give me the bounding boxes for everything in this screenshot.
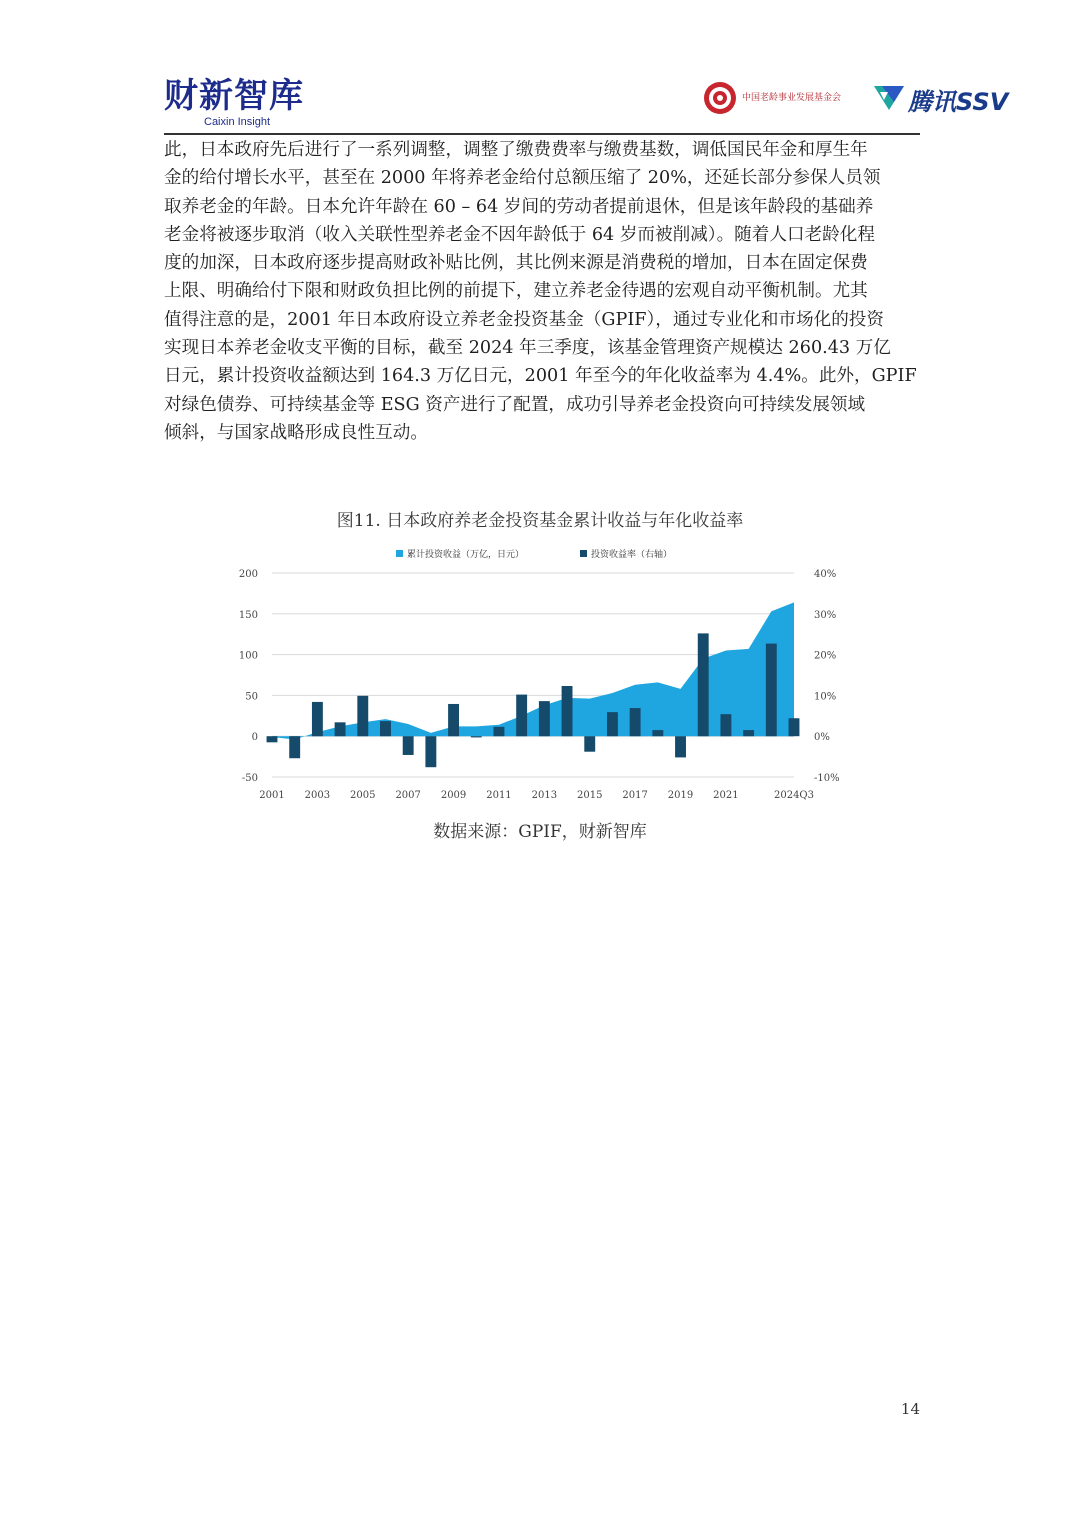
x-axis-tick-label: 2017	[622, 790, 648, 801]
annual-return-bar	[267, 736, 278, 742]
annual-return-bar	[335, 722, 346, 736]
tencent-ssv-name: 腾讯SSV	[908, 88, 1009, 116]
caixin-logo-subtitle: Caixin Insight	[204, 116, 271, 128]
legend-swatch-return-rate	[580, 550, 587, 557]
right-axis-tick-label: 40%	[814, 569, 837, 580]
x-axis-tick-label: 2009	[440, 790, 467, 801]
left-axis-tick-label: 150	[238, 609, 258, 621]
right-axis-tick-label: 10%	[814, 691, 837, 703]
left-axis-tick-label: 200	[238, 569, 258, 580]
x-axis-tick-label: 2024Q3	[773, 790, 815, 801]
x-axis-tick-label: 2005	[350, 790, 376, 801]
annual-return-bar	[652, 730, 663, 736]
body-line: 老金将被逐步取消（收入关联性型养老金不因年龄低于 64 岁而被削减）。随着人口老龄化程	[164, 224, 875, 245]
body-line: 金的给付增长水平，甚至在 2000 年将养老金给付总额压缩了 20%，还延长部分参保人员领	[164, 168, 881, 189]
annual-return-bar	[675, 736, 686, 757]
partner-logo-tencent-ssv	[872, 78, 1032, 114]
body-line: 对绿色债券、可持续基金等 ESG 资产进行了配置，成功引导养老金投资向可持续发展领域	[164, 394, 866, 415]
legend-label-return-rate: 投资收益率（右轴）	[591, 550, 673, 560]
x-axis-tick-label: 2003	[304, 790, 331, 801]
body-line: 日元，累计投资收益额达到 164.3 万亿日元，2001 年至今的年化收益率为 4.4%。此外，GPIF	[164, 366, 917, 387]
annual-return-bar	[607, 712, 618, 736]
page-number: 14	[900, 1400, 920, 1418]
body-line: 实现日本养老金收支平衡的目标，截至 2024 年三季度，该基金管理资产规模达 260.43 万亿	[164, 338, 891, 359]
left-axis-tick-label: 100	[238, 650, 258, 662]
figure-source: 数据来源：GPIF，财新智库	[433, 822, 647, 842]
header-divider	[164, 133, 920, 135]
right-axis-tick-label: -10%	[814, 773, 840, 784]
x-axis-tick-label: 2007	[395, 790, 421, 801]
body-line: 度的加深，日本政府逐步提高财政补贴比例，其比例来源是消费税的增加，日本在固定保费	[164, 253, 868, 274]
annual-return-bar	[425, 736, 436, 767]
x-axis-tick-label: 2021	[713, 790, 739, 801]
annual-return-bar	[698, 633, 709, 736]
body-line: 此，日本政府先后进行了一系列调整，调整了缴费费率与缴费基数，调低国民年金和厚生年	[164, 140, 868, 160]
left-axis-tick-label: 50	[245, 691, 258, 703]
body-line: 值得注意的是，2001 年日本政府设立养老金投资基金（GPIF），通过专业化和市场化的投资	[164, 309, 884, 330]
annual-return-bar	[562, 686, 573, 736]
caixin-logo: 财新智库	[164, 76, 304, 116]
annual-return-bar	[471, 736, 482, 737]
annual-return-bar	[539, 701, 550, 736]
annual-return-bar	[403, 736, 414, 755]
legend-label-cumulative: 累计投资收益（万亿，日元）	[407, 550, 525, 560]
partner-logo-foundation	[702, 80, 862, 116]
foundation-emblem-icon	[702, 80, 738, 116]
legend-swatch-cumulative	[396, 550, 403, 557]
body-line: 取养老金的年龄。日本允许年龄在 60 – 64 岁间的劳动者提前退休，但是该年龄段的基础养	[164, 196, 874, 217]
annual-return-bar	[743, 730, 754, 736]
annual-return-bar	[312, 702, 323, 736]
annual-return-bar	[380, 721, 391, 736]
page-header	[164, 70, 1009, 134]
annual-return-bar	[584, 736, 595, 752]
x-axis-tick-label: 2011	[486, 790, 512, 801]
x-axis-tick-label: 2001	[259, 790, 285, 801]
body-line: 上限、明确给付下限和财政负担比例的前提下，建立养老金待遇的宏观自动平衡机制。尤其	[164, 281, 868, 302]
annual-return-bar	[494, 727, 505, 736]
left-axis-tick-label: -50	[241, 773, 258, 784]
annual-return-bar	[516, 695, 527, 737]
annual-return-bar	[720, 714, 731, 736]
annual-return-bar	[789, 718, 800, 736]
x-axis-tick-label: 2015	[577, 790, 603, 801]
left-axis-tick-label: 0	[251, 732, 258, 744]
right-axis-tick-label: 20%	[814, 650, 837, 662]
body-paragraph	[164, 136, 920, 447]
annual-return-bar	[448, 704, 459, 736]
annual-return-bar	[630, 708, 641, 736]
gpif-chart	[220, 540, 860, 810]
right-axis-tick-label: 30%	[814, 609, 837, 621]
right-axis-tick-label: 0%	[814, 732, 830, 744]
annual-return-bar	[357, 696, 368, 736]
annual-return-bar	[289, 736, 300, 758]
foundation-name: 中国老龄事业发展基金会	[742, 93, 842, 103]
body-line: 倾斜，与国家战略形成良性互动。	[164, 422, 428, 443]
figure-title: 图11. 日本政府养老金投资基金累计收益与年化收益率	[336, 511, 744, 531]
cumulative-return-area	[272, 602, 794, 739]
tencent-ssv-mark-icon	[872, 78, 906, 112]
x-axis-tick-label: 2013	[531, 790, 558, 801]
x-axis-tick-label: 2019	[667, 790, 694, 801]
annual-return-bar	[766, 644, 777, 737]
